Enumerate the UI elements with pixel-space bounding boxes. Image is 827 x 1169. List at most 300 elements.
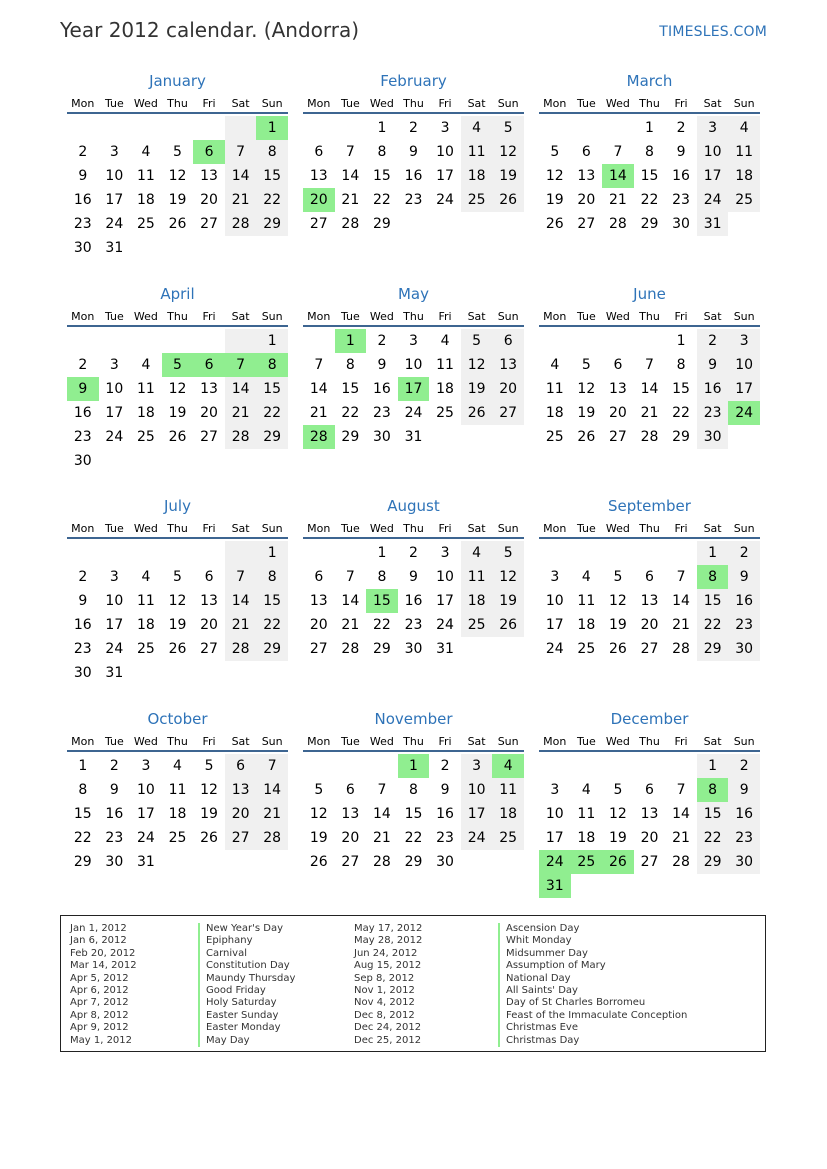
- day-cell: 20: [640, 830, 659, 846]
- holiday-day-cell: 9: [67, 377, 99, 401]
- day-cell: 11: [168, 782, 187, 798]
- day-cell: 15: [256, 164, 288, 188]
- day-cell: 13: [309, 593, 328, 609]
- day-cell: 31: [404, 429, 423, 445]
- weekday-header: [539, 730, 760, 752]
- weekday-label: Thu: [639, 522, 660, 535]
- empty-weekend-cell: [225, 116, 257, 140]
- weekday-label: Sun: [497, 97, 519, 110]
- weekday-label: Thu: [167, 522, 188, 535]
- day-grid: [303, 329, 524, 473]
- day-cell: 8: [409, 782, 418, 798]
- day-grid: [67, 541, 288, 685]
- day-cell: 20: [309, 617, 328, 633]
- day-cell: 14: [225, 589, 257, 613]
- legend-date: May 28, 2012: [354, 935, 423, 947]
- legend-date: Nov 4, 2012: [354, 997, 415, 1009]
- day-cell: 23: [404, 192, 423, 208]
- day-cell: 12: [577, 381, 596, 397]
- weekday-label: Wed: [369, 310, 394, 323]
- day-cell: 5: [461, 329, 493, 353]
- holiday-day-cell: 8: [697, 565, 729, 589]
- day-cell: 12: [168, 168, 187, 184]
- holiday-day-cell: 17: [398, 377, 430, 401]
- day-cell: 5: [613, 782, 623, 798]
- day-cell: 8: [256, 140, 288, 164]
- month-name: January: [149, 72, 206, 90]
- day-cell: 8: [377, 569, 387, 585]
- month-april: [67, 283, 288, 473]
- day-cell: 12: [461, 353, 493, 377]
- day-cell: 21: [608, 192, 627, 208]
- month-may: [303, 283, 524, 473]
- weekday-header: [67, 730, 288, 752]
- weekday-label: Tue: [340, 97, 360, 110]
- day-grid: [539, 754, 760, 898]
- day-cell: 27: [225, 826, 257, 850]
- day-cell: 5: [314, 782, 324, 798]
- day-cell: 20: [640, 617, 659, 633]
- weekday-label: Mon: [71, 522, 95, 535]
- day-cell: 3: [109, 569, 119, 585]
- day-cell: 26: [461, 401, 493, 425]
- day-cell: 4: [461, 116, 493, 140]
- weekday-label: Mon: [543, 735, 567, 748]
- day-cell: 9: [697, 353, 729, 377]
- weekday-header: [303, 305, 524, 327]
- day-cell: 22: [372, 192, 391, 208]
- day-cell: 11: [728, 140, 760, 164]
- weekday-label: Mon: [543, 310, 567, 323]
- weekday-label: Sat: [703, 310, 722, 323]
- month-november: [303, 708, 524, 898]
- day-cell: 9: [109, 782, 119, 798]
- day-cell: 15: [256, 377, 288, 401]
- day-cell: 27: [341, 854, 360, 870]
- day-cell: 16: [404, 168, 423, 184]
- day-cell: 30: [372, 429, 391, 445]
- weekday-label: Thu: [403, 522, 424, 535]
- day-cell: 13: [200, 168, 218, 184]
- day-cell: 27: [200, 641, 218, 657]
- day-cell: 7: [377, 782, 387, 798]
- holiday-day-cell: 7: [225, 353, 257, 377]
- weekday-label: Mon: [307, 310, 331, 323]
- weekday-header: [539, 92, 760, 114]
- weekday-label: Sat: [231, 735, 250, 748]
- day-cell: 24: [105, 429, 124, 445]
- day-cell: 29: [341, 429, 360, 445]
- weekday-label: Tue: [340, 310, 360, 323]
- weekday-label: Sun: [733, 97, 755, 110]
- day-cell: 20: [492, 377, 524, 401]
- day-cell: 22: [697, 826, 729, 850]
- weekday-header: [67, 305, 288, 327]
- day-cell: 7: [314, 357, 324, 373]
- day-cell: 23: [372, 405, 391, 421]
- day-cell: 10: [105, 168, 124, 184]
- day-cell: 16: [73, 617, 92, 633]
- day-cell: 6: [225, 754, 257, 778]
- day-cell: 12: [168, 381, 187, 397]
- day-cell: 16: [105, 806, 124, 822]
- day-cell: 31: [105, 240, 124, 256]
- day-cell: 16: [73, 405, 92, 421]
- day-cell: 28: [225, 425, 257, 449]
- legend-holiday-name: Assumption of Mary: [498, 960, 687, 972]
- day-cell: 18: [577, 617, 596, 633]
- legend-right-dates: [354, 923, 422, 1047]
- day-grid: [539, 116, 760, 260]
- weekday-label: Sun: [261, 310, 283, 323]
- day-cell: 17: [105, 617, 124, 633]
- day-cell: 22: [256, 401, 288, 425]
- day-cell: 2: [377, 333, 387, 349]
- day-cell: 7: [225, 565, 257, 589]
- day-cell: 14: [672, 593, 690, 609]
- day-cell: 28: [640, 429, 659, 445]
- day-cell: 31: [105, 665, 124, 681]
- day-cell: 6: [581, 144, 591, 160]
- weekday-label: Mon: [543, 522, 567, 535]
- weekday-label: Fri: [438, 522, 452, 535]
- weekday-label: Sat: [231, 310, 250, 323]
- day-cell: 19: [168, 617, 187, 633]
- day-cell: 11: [436, 357, 454, 373]
- day-cell: 20: [608, 405, 627, 421]
- legend-holiday-name: Midsummer Day: [498, 948, 687, 960]
- day-cell: 31: [697, 212, 729, 236]
- day-grid: [67, 754, 288, 898]
- weekday-label: Mon: [543, 97, 567, 110]
- day-cell: 31: [436, 641, 454, 657]
- legend-date: Apr 7, 2012: [70, 997, 129, 1009]
- weekday-label: Tue: [104, 735, 124, 748]
- month-august: [303, 495, 524, 685]
- legend-date: May 17, 2012: [354, 923, 423, 934]
- weekday-label: Wed: [369, 522, 394, 535]
- day-cell: 7: [225, 140, 257, 164]
- holiday-day-cell: 25: [571, 850, 603, 874]
- day-cell: 11: [136, 593, 155, 609]
- weekday-label: Thu: [403, 97, 424, 110]
- day-cell: 29: [697, 637, 729, 661]
- weekday-label: Sat: [467, 97, 486, 110]
- day-cell: 26: [200, 830, 218, 846]
- day-cell: 27: [640, 854, 659, 870]
- holiday-day-cell: 15: [366, 589, 398, 613]
- weekday-header: [67, 92, 288, 114]
- day-cell: 12: [492, 565, 524, 589]
- day-cell: 29: [697, 850, 729, 874]
- day-cell: 19: [461, 377, 493, 401]
- day-cell: 14: [225, 164, 257, 188]
- day-cell: 31: [136, 854, 155, 870]
- day-cell: 22: [73, 830, 92, 846]
- day-cell: 29: [372, 641, 391, 657]
- weekday-label: Fri: [674, 522, 688, 535]
- day-cell: 8: [345, 357, 355, 373]
- legend-holiday-name: Whit Monday: [498, 935, 687, 947]
- holiday-day-cell: 24: [728, 401, 760, 425]
- day-cell: 1: [697, 754, 729, 778]
- day-cell: 17: [697, 164, 729, 188]
- day-cell: 25: [168, 830, 187, 846]
- day-cell: 22: [256, 613, 288, 637]
- weekday-label: Fri: [674, 735, 688, 748]
- empty-weekend-cell: [225, 329, 257, 353]
- day-cell: 28: [372, 854, 391, 870]
- day-cell: 23: [105, 830, 124, 846]
- day-cell: 21: [372, 830, 391, 846]
- day-grid: [303, 116, 524, 260]
- weekday-label: Wed: [605, 522, 630, 535]
- holiday-day-cell: 6: [193, 140, 225, 164]
- day-cell: 16: [728, 802, 760, 826]
- day-cell: 4: [440, 333, 450, 349]
- day-cell: 24: [436, 192, 454, 208]
- day-cell: 22: [341, 405, 360, 421]
- day-cell: 4: [581, 569, 591, 585]
- day-cell: 19: [492, 589, 524, 613]
- day-cell: 26: [168, 641, 187, 657]
- weekday-label: Tue: [576, 97, 596, 110]
- weekday-header: [303, 730, 524, 752]
- day-cell: 25: [577, 641, 596, 657]
- legend-date: Mar 14, 2012: [70, 960, 137, 972]
- day-cell: 22: [256, 188, 288, 212]
- day-cell: 5: [492, 116, 524, 140]
- day-cell: 25: [461, 613, 493, 637]
- day-cell: 26: [545, 216, 564, 232]
- day-cell: 10: [697, 140, 729, 164]
- day-cell: 14: [225, 377, 257, 401]
- day-cell: 21: [309, 405, 328, 421]
- day-cell: 13: [492, 353, 524, 377]
- weekday-header: [539, 305, 760, 327]
- weekday-header: [303, 92, 524, 114]
- weekday-label: Mon: [307, 522, 331, 535]
- weekday-label: Tue: [576, 310, 596, 323]
- day-cell: 30: [697, 425, 729, 449]
- day-grid: [539, 541, 760, 685]
- day-cell: 9: [676, 144, 686, 160]
- holiday-day-cell: 24: [539, 850, 571, 874]
- day-cell: 3: [409, 333, 418, 349]
- day-cell: 27: [640, 641, 659, 657]
- day-cell: 21: [256, 802, 288, 826]
- legend-date: Feb 20, 2012: [70, 947, 136, 959]
- day-cell: 29: [372, 216, 391, 232]
- legend-date: Dec 25, 2012: [354, 1034, 422, 1046]
- weekday-label: Fri: [438, 735, 452, 748]
- day-cell: 26: [608, 641, 627, 657]
- weekday-label: Fri: [674, 97, 688, 110]
- month-march: [539, 70, 760, 260]
- day-cell: 3: [550, 782, 560, 798]
- legend-left-dates: [70, 923, 137, 1047]
- holiday-day-cell: 1: [335, 329, 367, 353]
- day-cell: 18: [168, 806, 187, 822]
- day-cell: 18: [577, 830, 596, 846]
- day-cell: 4: [461, 541, 493, 565]
- weekday-label: Tue: [104, 522, 124, 535]
- weekday-label: Wed: [605, 97, 630, 110]
- day-cell: 21: [225, 401, 257, 425]
- day-cell: 11: [577, 806, 596, 822]
- day-cell: 2: [78, 144, 88, 160]
- day-cell: 9: [377, 357, 387, 373]
- day-cell: 23: [697, 401, 729, 425]
- day-cell: 28: [672, 854, 690, 870]
- day-cell: 1: [78, 758, 88, 774]
- day-cell: 25: [492, 826, 524, 850]
- day-cell: 25: [461, 188, 493, 212]
- day-cell: 3: [440, 120, 450, 136]
- weekday-header: [303, 517, 524, 539]
- weekday-label: Thu: [167, 735, 188, 748]
- day-cell: 14: [341, 168, 360, 184]
- day-cell: 2: [440, 758, 450, 774]
- day-cell: 18: [436, 381, 454, 397]
- month-name: August: [387, 497, 440, 515]
- day-cell: 3: [697, 116, 729, 140]
- day-cell: 3: [141, 758, 151, 774]
- day-cell: 28: [672, 641, 690, 657]
- day-cell: 20: [200, 617, 218, 633]
- day-cell: 17: [545, 830, 564, 846]
- weekday-label: Sat: [703, 522, 722, 535]
- weekday-label: Sun: [497, 522, 519, 535]
- month-name: December: [610, 710, 689, 728]
- day-cell: 6: [613, 357, 623, 373]
- day-cell: 8: [78, 782, 88, 798]
- weekday-label: Thu: [639, 735, 660, 748]
- day-cell: 4: [141, 357, 151, 373]
- day-cell: 2: [78, 569, 88, 585]
- day-cell: 14: [372, 806, 391, 822]
- weekday-label: Sat: [703, 97, 722, 110]
- day-cell: 21: [672, 617, 690, 633]
- day-grid: [67, 116, 288, 260]
- day-cell: 9: [728, 565, 760, 589]
- day-cell: 2: [409, 545, 418, 561]
- legend-holiday-name: Epiphany: [198, 935, 295, 947]
- day-cell: 2: [728, 754, 760, 778]
- day-cell: 14: [256, 778, 288, 802]
- legend-holiday-name: Carnival: [198, 948, 295, 960]
- day-cell: 4: [141, 144, 151, 160]
- day-cell: 28: [225, 212, 257, 236]
- empty-weekend-cell: [225, 541, 257, 565]
- legend-date: Sep 8, 2012: [354, 972, 415, 984]
- weekday-label: Tue: [104, 310, 124, 323]
- month-name: February: [380, 72, 447, 90]
- day-cell: 30: [105, 854, 124, 870]
- legend-holiday-name: All Saints' Day: [498, 985, 687, 997]
- day-cell: 6: [645, 569, 654, 585]
- day-cell: 28: [256, 826, 288, 850]
- day-cell: 29: [256, 425, 288, 449]
- weekday-label: Thu: [639, 310, 660, 323]
- day-cell: 13: [577, 168, 596, 184]
- brand-link[interactable]: TIMESLES.COM: [659, 24, 767, 40]
- day-cell: 16: [372, 381, 391, 397]
- day-grid: [303, 754, 524, 898]
- day-cell: 23: [728, 613, 760, 637]
- day-cell: 23: [672, 192, 690, 208]
- weekday-label: Tue: [340, 735, 360, 748]
- day-cell: 11: [136, 381, 155, 397]
- holiday-day-cell: 6: [193, 353, 225, 377]
- day-cell: 15: [697, 802, 729, 826]
- day-cell: 3: [728, 329, 760, 353]
- day-cell: 15: [404, 806, 423, 822]
- legend-holiday-name: Easter Sunday: [198, 1010, 295, 1022]
- day-cell: 4: [728, 116, 760, 140]
- day-cell: 21: [640, 405, 659, 421]
- day-cell: 19: [608, 830, 627, 846]
- day-cell: 26: [168, 429, 187, 445]
- day-cell: 19: [168, 192, 187, 208]
- holiday-day-cell: 28: [303, 425, 335, 449]
- weekday-label: Sat: [703, 735, 722, 748]
- day-cell: 29: [672, 429, 690, 445]
- day-cell: 5: [173, 569, 182, 585]
- weekday-label: Sun: [261, 735, 283, 748]
- day-cell: 11: [577, 593, 596, 609]
- weekday-label: Mon: [71, 310, 95, 323]
- day-cell: 15: [73, 806, 92, 822]
- day-cell: 5: [173, 144, 182, 160]
- weekday-label: Mon: [307, 97, 331, 110]
- day-cell: 19: [309, 830, 328, 846]
- day-cell: 21: [225, 613, 257, 637]
- day-cell: 22: [640, 192, 659, 208]
- weekday-label: Wed: [369, 97, 394, 110]
- day-grid: [539, 329, 760, 473]
- day-cell: 7: [613, 144, 623, 160]
- day-cell: 23: [436, 830, 454, 846]
- day-grid: [303, 541, 524, 685]
- month-july: [67, 495, 288, 685]
- legend-date: Apr 8, 2012: [70, 1009, 129, 1021]
- weekday-label: Sun: [733, 310, 755, 323]
- day-cell: 16: [728, 589, 760, 613]
- weekday-label: Fri: [202, 310, 216, 323]
- day-cell: 24: [545, 641, 564, 657]
- day-cell: 13: [309, 168, 328, 184]
- day-cell: 24: [136, 830, 155, 846]
- weekday-label: Wed: [133, 735, 158, 748]
- day-cell: 19: [608, 617, 627, 633]
- month-september: [539, 495, 760, 685]
- day-cell: 4: [141, 569, 151, 585]
- weekday-label: Thu: [403, 310, 424, 323]
- holiday-day-cell: 1: [398, 754, 430, 778]
- holiday-day-cell: 5: [162, 353, 194, 377]
- month-name: October: [147, 710, 208, 728]
- day-cell: 10: [105, 381, 124, 397]
- day-cell: 12: [545, 168, 564, 184]
- legend-holiday-name: Day of St Charles Borromeu: [498, 997, 687, 1009]
- day-cell: 3: [109, 357, 119, 373]
- day-cell: 28: [341, 641, 360, 657]
- day-cell: 22: [404, 830, 423, 846]
- day-cell: 13: [200, 593, 218, 609]
- day-cell: 1: [697, 541, 729, 565]
- month-name: November: [374, 710, 453, 728]
